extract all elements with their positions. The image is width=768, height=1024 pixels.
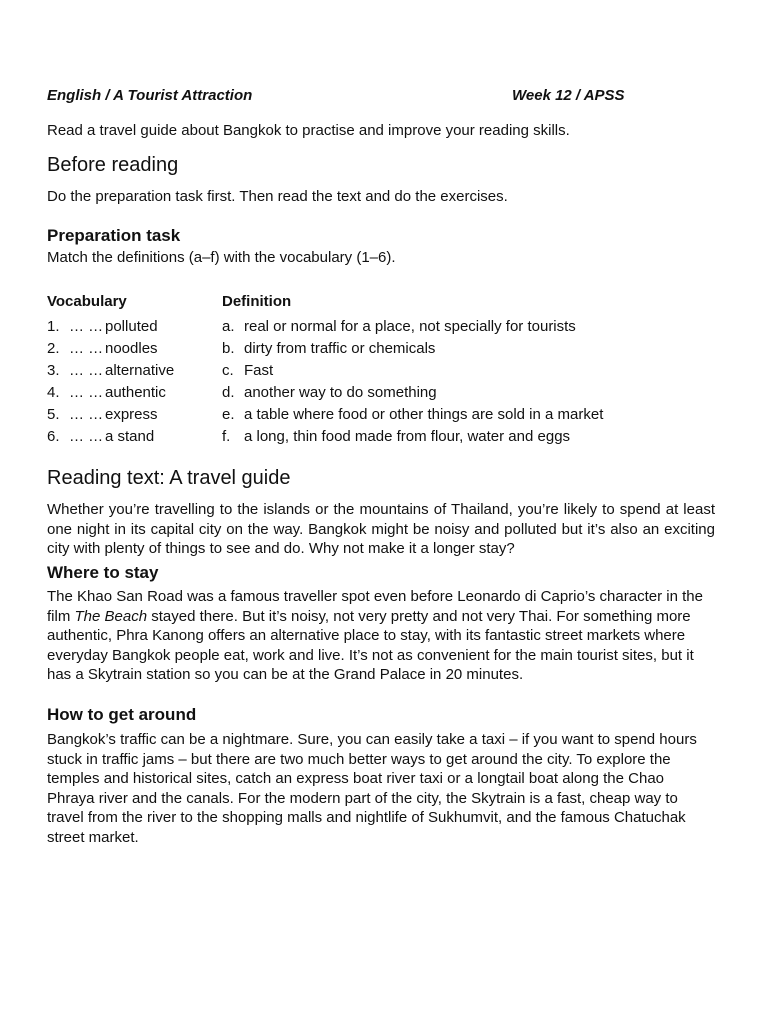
vocab-item	[47, 426, 217, 448]
header-week: Week 12 / APSS	[512, 87, 625, 104]
definition-item	[222, 338, 722, 360]
answer-blank: … …	[69, 318, 104, 335]
reading-text-heading: Reading text: A travel guide	[47, 467, 291, 489]
answer-blank: … …	[69, 428, 104, 445]
where-text-end: stayed there. But it’s noisy, not very pretty and not very Thai. For something more authentic, Phra Kanong offers an alternative place to stay, with its fantastic street markets where everyday Bangkok people eat, work and live. It’s not as convenient for the main tourist sites, but it has a Skytrain station so you can be at the Grand Palace in 20 minutes.	[47, 607, 694, 683]
vocab-number: 3.	[47, 362, 60, 379]
vocab-word: noodles	[105, 340, 158, 357]
intro-text: Read a travel guide about Bangkok to practise and improve your reading skills.	[47, 122, 570, 139]
vocab-word: alternative	[105, 362, 175, 379]
vocab-word: authentic	[105, 384, 166, 401]
definition-text: dirty from traffic or chemicals	[244, 340, 436, 357]
definition-letter: b.	[222, 340, 235, 357]
answer-blank: … …	[69, 406, 104, 423]
reading-intro-paragraph: Whether you’re travelling to the islands or the mountains of Thailand, you’re likely to spend at least one night in its capital city on the way. Bangkok might be noisy and polluted but it’s also an exciting city with plenty of things to see and do. Why not make it a longer stay?	[47, 501, 715, 557]
preparation-instruction: Match the definitions (a–f) with the vocabulary (1–6).	[47, 249, 396, 266]
where-to-stay-heading: Where to stay	[47, 563, 159, 582]
definition-letter: d.	[222, 384, 235, 401]
vocab-item	[47, 316, 217, 338]
before-reading-heading: Before reading	[47, 154, 179, 176]
definition-letter: c.	[222, 362, 234, 379]
vocab-number: 6.	[47, 428, 60, 445]
vocab-item	[47, 338, 217, 360]
vocab-number: 1.	[47, 318, 60, 335]
vocab-number: 2.	[47, 340, 60, 357]
answer-blank: … …	[69, 340, 104, 357]
vocab-number: 4.	[47, 384, 60, 401]
preparation-heading: Preparation task	[47, 226, 181, 245]
definition-text: real or normal for a place, not specially for tourists	[244, 318, 576, 335]
where-text-start: The Khao San Road was a famous traveller spot even before Leonardo di Caprio’s character in the film	[47, 588, 703, 625]
how-to-get-around-heading: How to get around	[47, 705, 197, 724]
vocab-item	[47, 404, 217, 426]
definition-item	[222, 382, 722, 404]
definition-item	[222, 360, 722, 382]
definition-letter: a.	[222, 318, 235, 335]
definition-column-header: Definition	[222, 293, 292, 310]
vocabulary-list	[47, 316, 217, 448]
header-title: English / A Tourist Attraction	[47, 87, 253, 104]
how-to-get-around-paragraph: Bangkok’s traffic can be a nightmare. Sure, you can easily take a taxi – if you want to spend hours stuck in traffic jams – but there are two much better ways to get around the city. To explore the temples and historical sites, catch an express boat river taxi or a longtail boat along the Chao Phraya river and the canals. For the modern part of the city, the Skytrain is a fast, cheap way to travel from the river to the shopping malls and nightlife of Sukhumvit, and the famous Chatuchak street market.	[47, 731, 697, 846]
definition-text: Fast	[244, 362, 274, 379]
vocab-item	[47, 382, 217, 404]
definition-item	[222, 316, 722, 338]
vocab-word: polluted	[105, 318, 158, 335]
definition-text: a long, thin food made from flour, water and eggs	[244, 428, 571, 445]
vocab-number: 5.	[47, 406, 60, 423]
answer-blank: … …	[69, 384, 104, 401]
vocabulary-column-header: Vocabulary	[47, 293, 127, 310]
vocab-word: express	[105, 406, 158, 423]
definition-letter: f.	[222, 428, 231, 445]
film-title: The Beach	[74, 607, 148, 625]
definition-item	[222, 426, 722, 448]
definition-text: a table where food or other things are sold in a market	[244, 406, 604, 423]
definition-item	[222, 404, 722, 426]
answer-blank: … …	[69, 362, 104, 379]
definition-text: another way to do something	[244, 384, 437, 401]
definition-letter: e.	[222, 406, 235, 423]
vocab-item	[47, 360, 217, 382]
before-reading-text: Do the preparation task first. Then read the text and do the exercises.	[47, 188, 508, 205]
vocab-word: a stand	[105, 428, 155, 445]
where-to-stay-paragraph	[47, 587, 715, 685]
definition-list	[222, 316, 722, 448]
